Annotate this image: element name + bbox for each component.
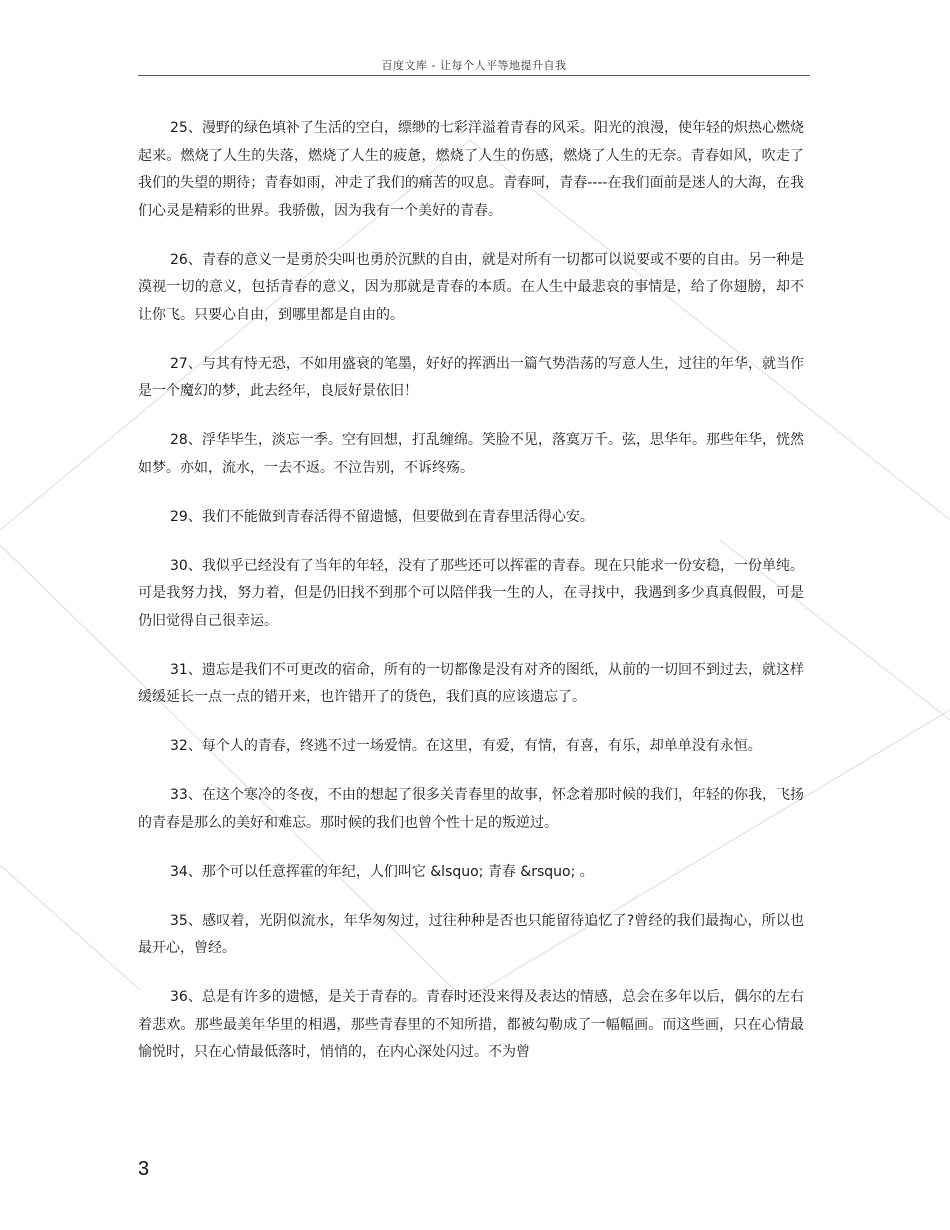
paragraph-26: 26、青春的意义一是勇於尖叫也勇於沉默的自由，就是对所有一切都可以说要或不要的自由。另一种是漠视一切的意义，包括青春的意义，因为那就是青春的本质。在人生中最悲哀的事情是，给了你翅膀，却不让你飞。只要心自由，到哪里都是自由的。	[138, 251, 804, 323]
paragraph-33: 33、在这个寒冷的冬夜，不由的想起了很多关青春里的故事，怀念着那时候的我们，年轻的你我，飞扬的青春是那么的美好和难忘。那时候的我们也曾个性十足的叛逆过。	[138, 787, 804, 831]
page-header: 百度文库 - 让每个人平等地提升自我	[381, 59, 567, 72]
paragraph-35: 35、感叹着，光阴似流水，年华匆匆过，过往种种是否也只能留待追忆了?曾经的我们最掏心，所以也最开心，曾经。	[138, 912, 804, 956]
document-body	[138, 115, 804, 1088]
paragraph-31: 31、遗忘是我们不可更改的宿命，所有的一切都像是没有对齐的图纸，从前的一切回不到过去，就这样缓缓延长一点一点的错开来，也许错开了的货色，我们真的应该遗忘了。	[138, 661, 804, 705]
paragraph-32: 32、每个人的青春，终逃不过一场爱情。在这里，有爱，有情，有喜，有乐，却单单没有永恒。	[170, 738, 762, 754]
paragraph-29: 29、我们不能做到青春活得不留遗憾，但要做到在青春里活得心安。	[170, 508, 594, 525]
paragraph-34: 34、那个可以任意挥霍的年纪，人们叫它 &lsquo; 青春 &rsquo; 。	[170, 863, 594, 880]
paragraph-36: 36、总是有许多的遗憾，是关于青春的。青春时还没来得及表达的情感，总会在多年以后，偶尔的左右着悲欢。那些最美年华里的相遇，那些青春里的不知所措，都被勾勒成了一幅幅画。而这些画，只在心情最愉悦时，只在心情最低落时，悄悄的，在内心深处闪过。不为曾	[138, 989, 804, 1060]
paragraph-27: 27、与其有恃无恐，不如用盛衰的笔墨，好好的挥洒出一篇气势浩荡的写意人生，过往的年华，就当作是一个魔幻的梦，此去经年，良辰好景依旧！	[138, 355, 804, 399]
paragraph-25: 25、漫野的绿色填补了生活的空白，缥缈的七彩洋溢着青春的风采。阳光的浪漫，使年轻的炽热心燃烧起来。燃烧了人生的失落，燃烧了人生的疲惫，燃烧了人生的伤感，燃烧了人生的无奈。青春如风，吹走了我们的失望的期待；青春如雨，冲走了我们的痛苦的叹息。青春呵，青春----在我们面前是迷人的大海，在我们心灵是精彩的世界。我骄傲，因为我有一个美好的青春。	[138, 120, 804, 219]
paragraph-30: 30、我似乎已经没有了当年的年轻，没有了那些还可以挥霍的青春。现在只能求一份安稳，一份单纯。可是我努力找，努力着，但是仍旧找不到那个可以陪伴我一生的人，在寻找中，我遇到多少真真假假，可是仍旧觉得自己很幸运。	[138, 557, 804, 629]
paragraph-28: 28、浮华毕生，淡忘一季。空有回想，打乱缠绵。笑脸不见，落寞万千。弦，思华年。那些年华，恍然如梦。亦如，流水，一去不返。不泣告别，不诉终殇。	[138, 432, 804, 476]
header-divider	[138, 75, 810, 76]
page-number: 3	[138, 1158, 150, 1180]
